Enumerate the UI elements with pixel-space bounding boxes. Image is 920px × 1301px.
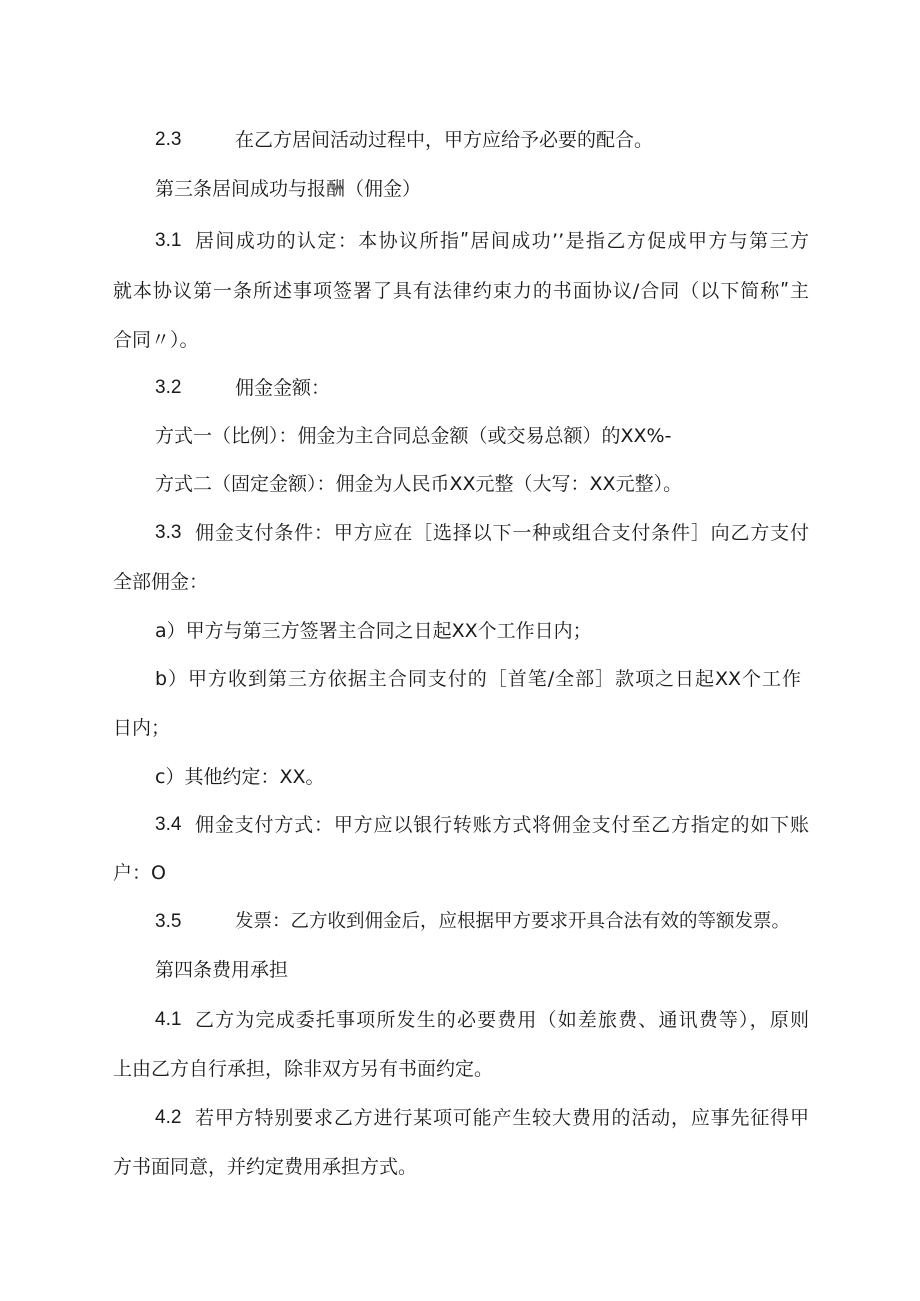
condition-text: b）甲方收到第三方依据主合同支付的［首笔/全部］款项之日起XX个工作	[155, 668, 801, 690]
clause-text: 在乙方居间活动过程中，甲方应给予必要的配合。	[235, 129, 654, 151]
clause-number: 2.3	[155, 129, 182, 150]
clause-3-5	[0, 910, 920, 934]
article-heading-text: 第四条费用承担	[155, 959, 289, 981]
clause-3-1-line-1	[0, 229, 920, 253]
clause-number: 3.2	[155, 377, 182, 398]
clause-4-2-line-2	[0, 1155, 920, 1179]
clause-text: 合同〃）。	[113, 329, 199, 351]
condition-b-line-2	[0, 716, 920, 740]
commission-method-2	[0, 472, 920, 496]
clause-text: 若甲方特别要求乙方进行某项可能产生较大费用的活动，应事先征得甲	[195, 1107, 809, 1129]
clause-number: 3.4	[155, 814, 182, 835]
method-text: 方式一（比例）：佣金为主合同总金额（或交易总额）的XX%-	[155, 425, 672, 447]
condition-text: a）甲方与第三方签署主合同之日起XX个工作日内；	[155, 620, 592, 642]
clause-4-1-line-2	[0, 1057, 920, 1081]
method-text: 方式二（固定金额）：佣金为人民币XX元整（大写：XX元整）。	[155, 473, 683, 495]
condition-b-line-1	[0, 667, 920, 691]
clause-number: 3.5	[155, 911, 182, 932]
commission-method-1	[0, 424, 920, 448]
clause-3-1-line-3	[0, 328, 920, 352]
clause-text: 方书面同意，并约定费用承担方式。	[113, 1156, 418, 1178]
clause-text: 户：O	[113, 862, 166, 884]
clause-text: 居间成功的认定：本协议所指ʺ居间成功’’是指乙方促成甲方与第三方	[195, 230, 809, 252]
article-heading-text: 第三条居间成功与报酬（佣金）	[155, 178, 422, 200]
article-3-heading	[0, 177, 920, 201]
condition-a	[0, 619, 920, 643]
clause-text: 乙方为完成委托事项所发生的必要费用（如差旅费、通讯费等），原则	[195, 1009, 809, 1031]
clause-3-3-line-1	[0, 521, 920, 545]
article-4-heading	[0, 958, 920, 982]
clause-text: 上由乙方自行承担，除非双方另有书面约定。	[113, 1058, 494, 1080]
clause-3-4-line-1	[0, 813, 920, 837]
clause-3-2	[0, 376, 920, 400]
clause-3-1-line-2	[0, 279, 920, 303]
clause-text: 全部佣金：	[113, 571, 209, 593]
clause-text: 佣金支付方式：甲方应以银行转账方式将佣金支付至乙方指定的如下账	[195, 814, 809, 836]
clause-number: 4.2	[155, 1107, 182, 1128]
condition-c	[0, 765, 920, 789]
clause-text: 佣金支付条件：甲方应在［选择以下一种或组合支付条件］向乙方支付	[195, 522, 809, 544]
condition-text: c）其他约定：XX。	[155, 766, 325, 788]
clause-3-4-line-2	[0, 861, 920, 885]
clause-4-1-line-1	[0, 1008, 920, 1032]
clause-number: 3.1	[155, 230, 182, 251]
clause-3-3-line-2	[0, 570, 920, 594]
clause-text: 佣金金额：	[235, 377, 331, 399]
clause-number: 3.3	[155, 522, 182, 543]
clause-text: 发票：乙方收到佣金后，应根据甲方要求开具合法有效的等额发票。	[235, 911, 791, 932]
clause-4-2-line-1	[0, 1106, 920, 1130]
clause-number: 4.1	[155, 1009, 182, 1030]
clause-2-3	[0, 128, 920, 152]
condition-text: 日内；	[113, 717, 171, 739]
clause-text: 就本协议第一条所述事项签署了具有法律约束力的书面协议/合同（以下简称ʺ主	[113, 280, 809, 302]
